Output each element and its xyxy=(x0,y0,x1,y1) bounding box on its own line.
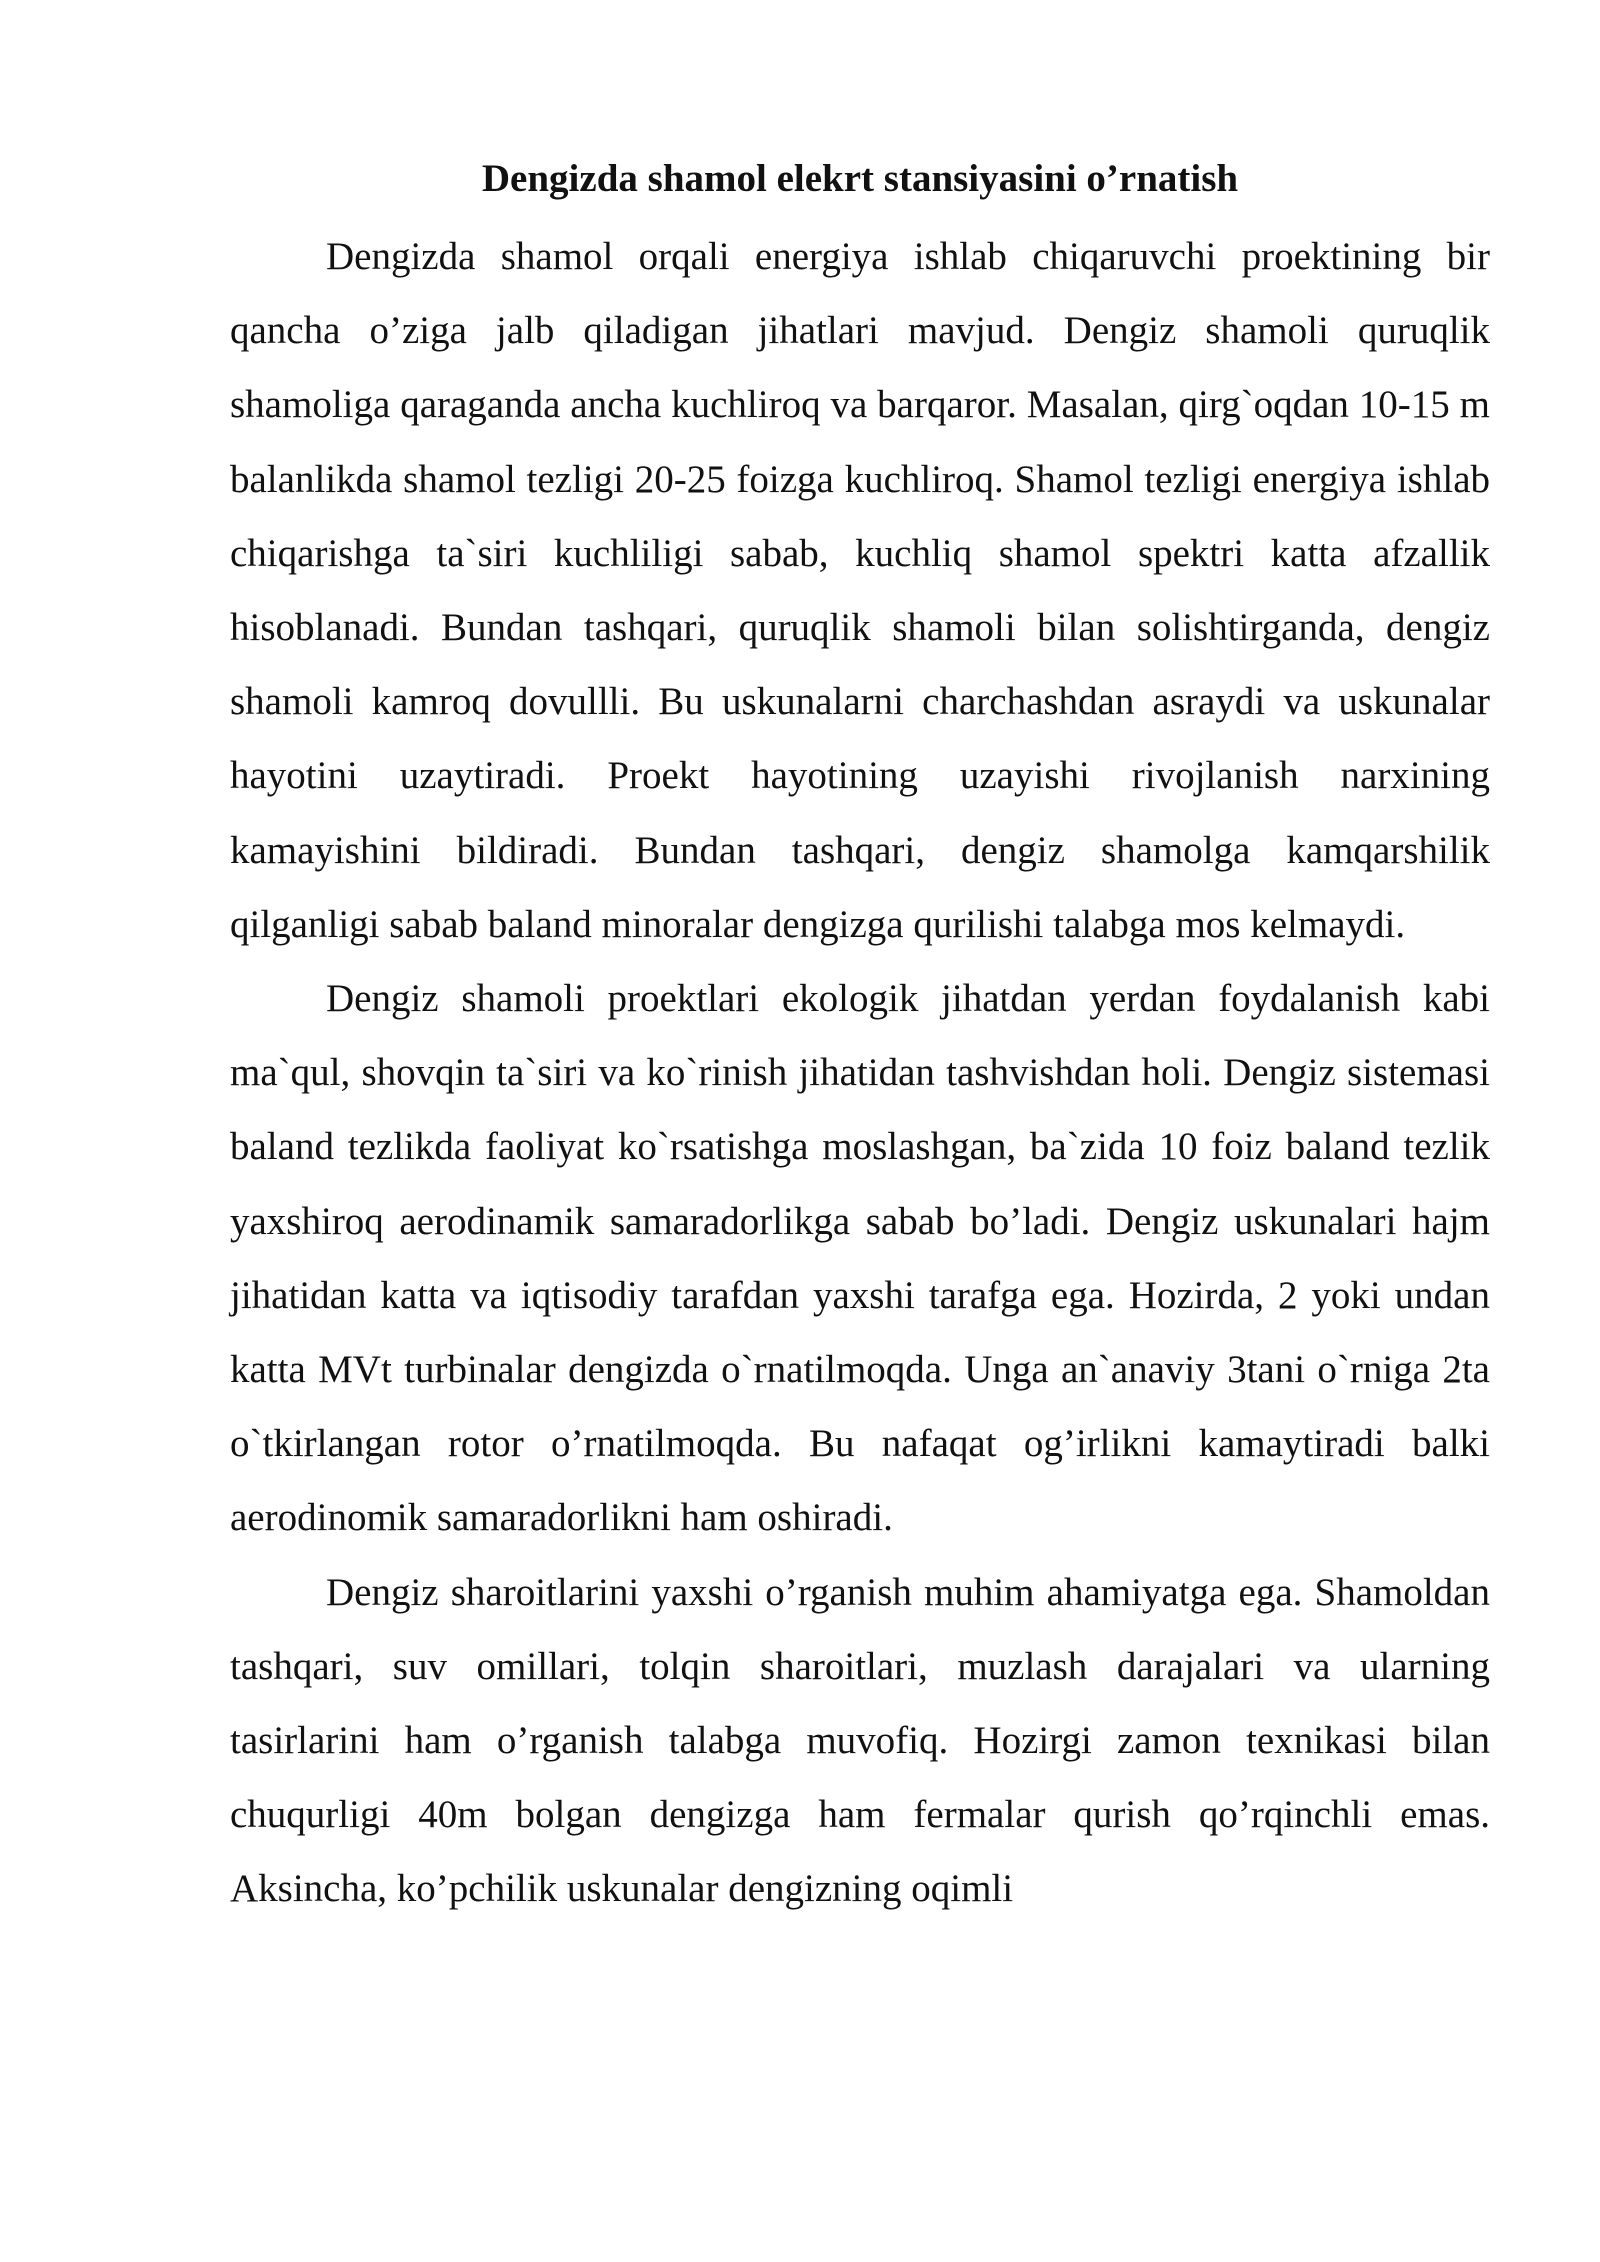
document-body xyxy=(230,150,1490,1927)
paragraph-1: Dengizda shamol orqali energiya ishlab chiqaruvchi proektining bir qancha o’ziga jalb qiladigan jihatlari mavjud. Dengiz shamoli quruqlik shamoliga qaraganda ancha kuchliroq va barqaror. Masalan, qirg`oqdan 10-15 m balanlikda shamol tezligi 20-25 foizga kuchliroq. Shamol tezligi energiya ishlab chiqarishga ta`siri kuchliligi sabab, kuchliq shamol spektri katta afzallik hisoblanadi. Bundan tashqari, quruqlik shamoli bilan solishtirganda, dengiz shamoli kamroq dovullli. Bu uskunalarni charchashdan asraydi va uskunalar hayotini uzaytiradi. Proekt hayotining uzayishi rivojlanish narxining kamayishini bildiradi. Bundan tashqari, dengiz shamolga kamqarshilik qilganligi sabab baland minoralar dengizga qurilishi talabga mos kelmaydi. xyxy=(230,235,1490,946)
document-title: Dengizda shamol elekrt stansiyasini o’rnatish xyxy=(481,157,1239,200)
paragraph-2: Dengiz shamoli proektlari ekologik jihatdan yerdan foydalanish kabi ma`qul, shovqin ta`siri va ko`rinish jihatidan tashvishdan holi. Dengiz sistemasi baland tezlikda faoliyat ko`rsatishga moslashgan, ba`zida 10 foiz baland tezlik yaxshiroq aerodinamik samaradorlikga sabab bo’ladi. Dengiz uskunalari hajm jihatidan katta va iqtisodiy tarafdan yaxshi tarafga ega. Hozirda, 2 yoki undan katta MVt turbinalar dengizda o`rnatilmoqda. Unga an`anaviy 3tani o`rniga 2ta o`tkirlangan rotor o’rnatilmoqda. Bu nafaqat og’irlikni kamaytiradi balki aerodinomik samaradorlikni ham oshiradi. xyxy=(230,977,1490,1540)
paragraph-3: Dengiz sharoitlarini yaxshi o’rganish muhim ahamiyatga ega. Shamoldan tashqari, suv omillari, tolqin sharoitlari, muzlash darajalari va ularning tasirlarini ham o’rganish talabga muvofiq. Hozirgi zamon texnikasi bilan chuqurligi 40m bolgan dengizga ham fermalar qurish qo’rqinchli emas. Aksincha, ko’pchilik uskunalar dengizning oqimli xyxy=(230,1570,1490,1911)
